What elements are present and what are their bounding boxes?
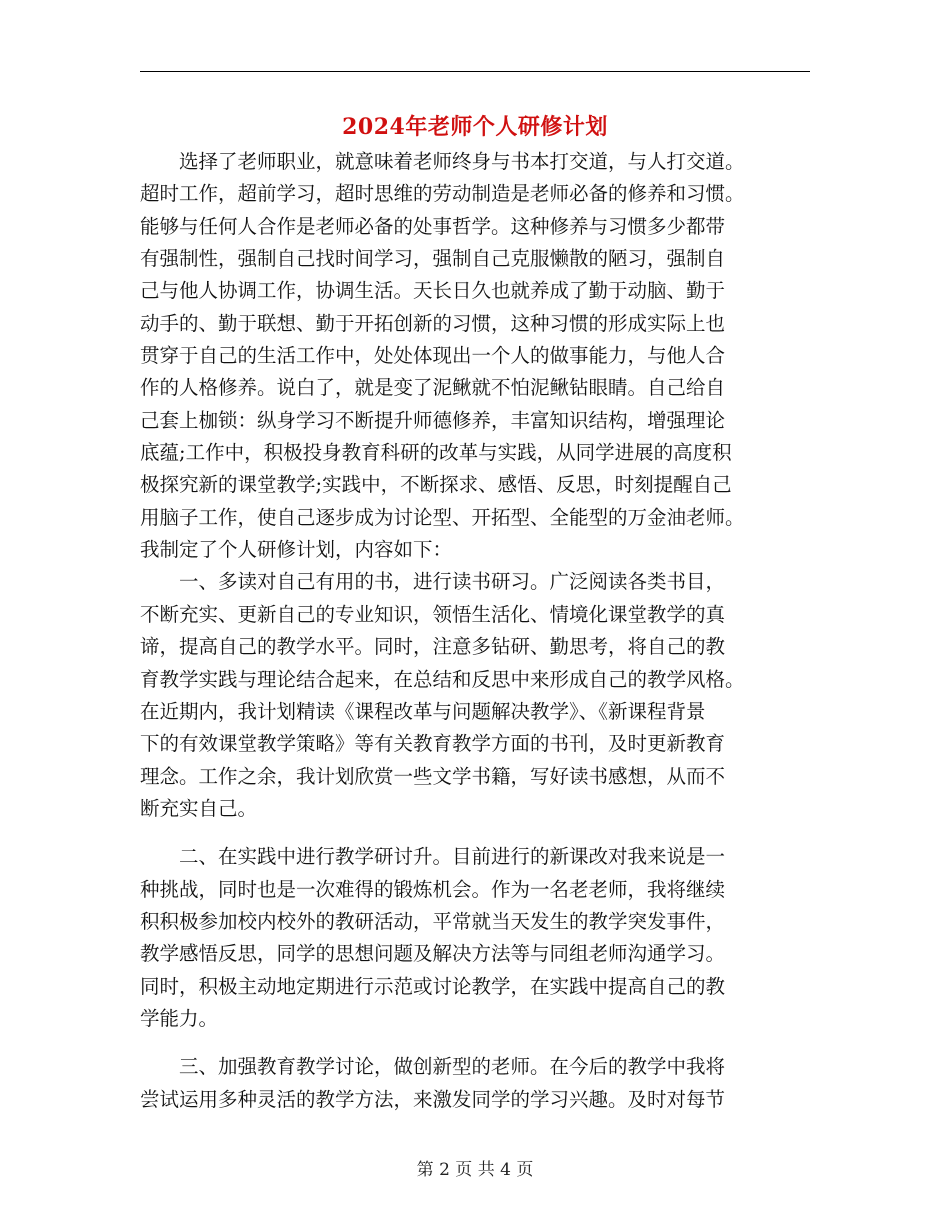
document-body [140,146,810,1116]
text-line: 己与他人协调工作，协调生活。天长日久也就养成了勤于动脑、勤于 [140,279,726,303]
text-line: 用脑子工作，使自己逐步成为讨论型、开拓型、全能型的万金油老师。 [140,505,745,529]
text-line: 不断充实、更新自己的专业知识，领悟生活化、情境化课堂教学的真 [140,602,726,626]
text-line: 同时，积极主动地定期进行示范或讨论教学，在实践中提高自己的教 [140,974,726,998]
text-line: 断充实自己。 [140,796,258,820]
text-line: 积积极参加校内校外的教研活动，平常就当天发生的教学突发事件， [140,909,726,933]
header-rule [140,71,810,72]
text-line: 作的人格修养。说白了，就是变了泥鳅就不怕泥鳅钻眼睛。自己给自 [140,376,726,400]
paragraph-gap [140,825,810,841]
paragraph [140,1051,810,1116]
text-line: 我制定了个人研修计划，内容如下： [140,538,453,562]
text-line: 动手的、勤于联想、勤于开拓创新的习惯，这种习惯的形成实际上也 [140,311,726,335]
text-line: 三、加强教育教学讨论，做创新型的老师。在今后的教学中我将 [140,1055,726,1079]
text-line: 尝试运用多种灵活的教学方法，来激发同学的学习兴趣。及时对每节 [140,1087,726,1111]
paragraph [140,146,810,825]
text-line: 在近期内，我计划精读《课程改革与问题解决教学》、《新课程背景 [140,699,706,723]
text-line: 极探究新的课堂教学;实践中，不断探求、感悟、反思，时刻提醒自己 [140,473,732,497]
text-line: 己套上枷锁：纵身学习不断提升师德修养，丰富知识结构，增强理论 [140,408,726,432]
text-line: 谛，提高自己的教学水平。同时，注意多钻研、勤思考，将自己的教 [140,635,726,659]
text-line: 理念。工作之余，我计划欣赏一些文学书籍，写好读书感想，从而不 [140,764,726,788]
paragraph [140,841,810,1035]
paragraph-gap [140,1035,810,1051]
text-line: 有强制性，强制自己找时间学习，强制自己克服懒散的陋习，强制自 [140,247,726,271]
text-line: 底蕴;工作中，积极投身教育科研的改革与实践，从同学进展的高度积 [140,441,732,465]
text-line: 超时工作，超前学习，超时思维的劳动制造是老师必备的修养和习惯。 [140,182,745,206]
text-line: 一、多读对自己有用的书，进行读书研习。广泛阅读各类书目， [140,570,726,594]
page-footer: 第 2 页 共 4 页 [416,1160,534,1180]
document-title: 2024年老师个人研修计划 [342,114,608,140]
text-line: 教学感悟反思，同学的思想问题及解决方法等与同组老师沟通学习。 [140,942,726,966]
text-line: 育教学实践与理论结合起来，在总结和反思中来形成自己的教学风格。 [140,667,745,691]
text-line: 学能力。 [140,1006,219,1030]
text-line: 贯穿于自己的生活工作中，处处体现出一个人的做事能力，与他人合 [140,344,726,368]
text-line: 种挑战，同时也是一次难得的锻炼机会。作为一名老老师，我将继续 [140,877,726,901]
text-line: 选择了老师职业，就意味着老师终身与书本打交道，与人打交道。 [140,150,745,173]
text-line: 二、在实践中进行教学研讨升。目前进行的新课改对我来说是一 [140,845,726,869]
text-line: 下的有效课堂教学策略》等有关教育教学方面的书刊，及时更新教育 [140,732,726,756]
text-line: 能够与任何人合作是老师必备的处事哲学。这种修养与习惯多少都带 [140,214,726,238]
